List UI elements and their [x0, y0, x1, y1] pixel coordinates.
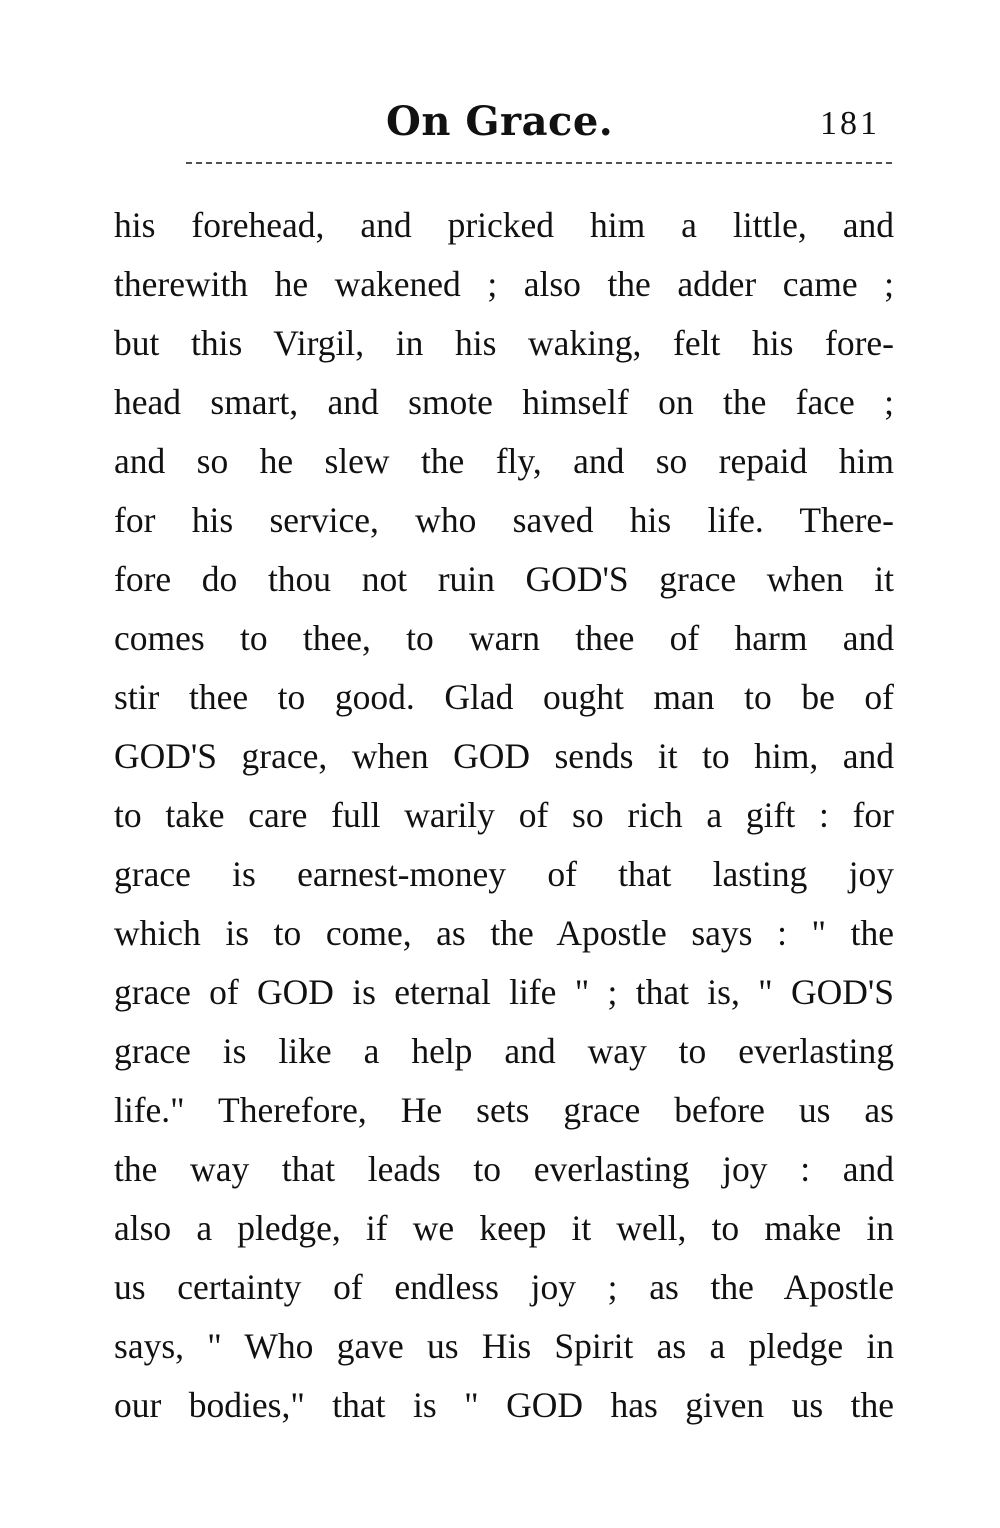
text-line: therewith he wakened ; also the adder came ; — [114, 264, 894, 304]
text-line: fore do thou not ruin GOD'S grace when it — [114, 559, 894, 599]
text-line: comes to thee, to warn thee of harm and — [114, 618, 894, 658]
text-line: grace of GOD is eternal life " ; that is, " GOD'S — [114, 972, 894, 1012]
text-line: us certainty of endless joy ; as the Apostle — [114, 1267, 894, 1307]
text-line: which is to come, as the Apostle says : " the — [114, 913, 894, 953]
text-line: his forehead, and pricked him a little, and — [114, 205, 894, 245]
text-line: the way that leads to everlasting joy : and — [114, 1149, 894, 1189]
header-rule — [186, 162, 892, 164]
text-line: for his service, who saved his life. There- — [114, 500, 894, 540]
text-line: GOD'S grace, when GOD sends it to him, and — [114, 736, 894, 776]
text-line: our bodies," that is " GOD has given us the — [114, 1385, 894, 1425]
text-line: stir thee to good. Glad ought man to be of — [114, 677, 894, 717]
body-text — [114, 196, 894, 1435]
text-line: but this Virgil, in his waking, felt his fore- — [114, 323, 894, 363]
text-line: to take care full warily of so rich a gift : for — [114, 795, 894, 835]
text-line: grace is like a help and way to everlasting — [114, 1031, 894, 1071]
text-line: also a pledge, if we keep it well, to make in — [114, 1208, 894, 1248]
running-title: On Grace. — [386, 98, 614, 145]
text-line: says, " Who gave us His Spirit as a pledge in — [114, 1326, 894, 1366]
text-line: head smart, and smote himself on the face ; — [114, 382, 894, 422]
text-line: grace is earnest-money of that lasting joy — [114, 854, 894, 894]
text-line: life." Therefore, He sets grace before us as — [114, 1090, 894, 1130]
page-number: 181 — [820, 105, 880, 142]
text-line: and so he slew the fly, and so repaid him — [114, 441, 894, 481]
